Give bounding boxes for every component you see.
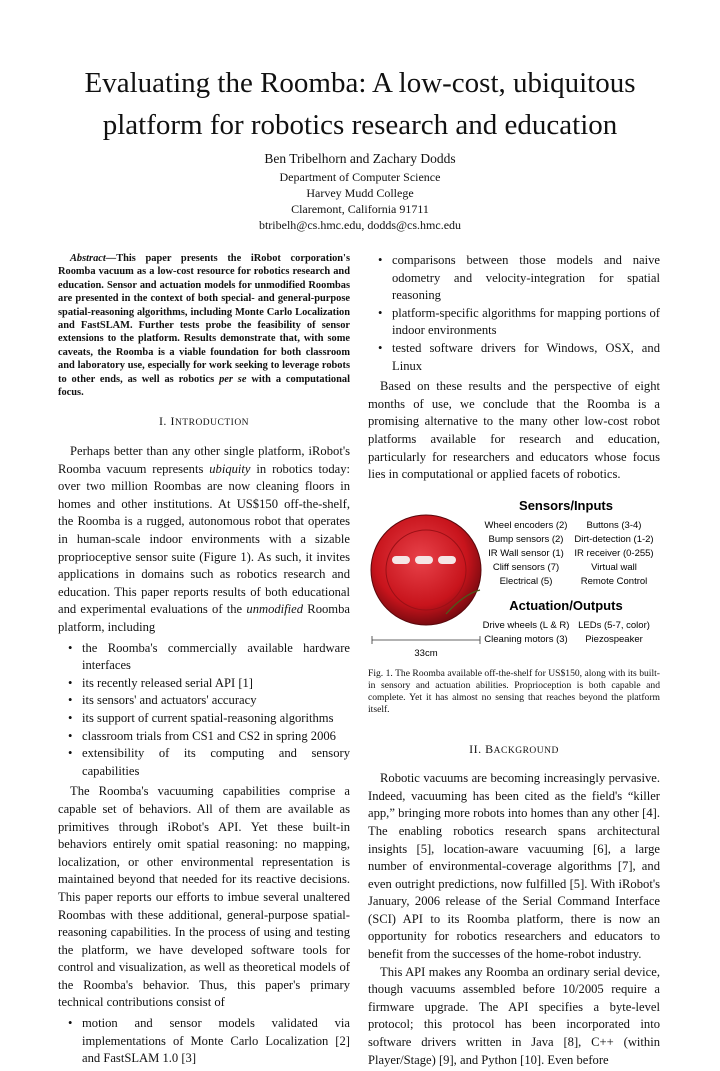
roomba-button bbox=[392, 556, 410, 564]
actuator-label: Drive wheels (L & R) bbox=[482, 619, 570, 631]
intro-paragraph-1 bbox=[58, 443, 350, 637]
section-first-letter: I bbox=[170, 414, 175, 429]
roomba-body bbox=[371, 515, 481, 625]
roomba-figure bbox=[368, 494, 660, 686]
section-title-rest: NTRODUCTION bbox=[174, 418, 250, 429]
sensor-label: Bump sensors (2) bbox=[488, 533, 564, 545]
roomba-button bbox=[415, 556, 433, 564]
author-emails: btribelh@cs.hmc.edu, dodds@cs.hmc.edu bbox=[258, 218, 462, 232]
abstract-lead: Abstract— bbox=[70, 253, 117, 264]
sensor-label: Virtual wall bbox=[591, 561, 637, 573]
list-item: • tested software drivers for Windows, OSX, and Linux bbox=[368, 340, 660, 375]
section-first-letter: B bbox=[485, 741, 494, 756]
figure-caption: Fig. 1. The Roomba available off-the-shelf for US$150, along with its built-in sensory and actuation abilities. Proprioception is both capable and complete. Yet it has almost no sensing that reaches beyond the platform itself. bbox=[368, 667, 660, 716]
abstract bbox=[58, 252, 350, 399]
text-run: in robotics today: over two million Roombas are now cleaning floors in homes and other institutions. At US$150 off-the-shelf, the Roomba is a rugged, autonomous robot that operates in human-scale indoor environments with a sizable proprioceptive sensor suite (Figure 1). As such, it invites applications in domains such as robotics research and education. This paper reports results of both educational and experimental evaluations of the bbox=[58, 461, 350, 617]
list-item: • motion and sensor models validated via implementations of Monte Carlo Localization [2] and FastSLAM 1.0 [3] bbox=[58, 1015, 350, 1068]
paper-title: Evaluating the Roomba: A low-cost, ubiquitous platform for robotics research and education bbox=[84, 67, 636, 141]
abstract-emphasis: per se bbox=[219, 373, 247, 385]
list-item: • comparisons between those models and naive odometry and velocity-integration for spatial reasoning bbox=[368, 252, 660, 305]
list-item: • its support of current spatial-reasoning algorithms bbox=[58, 710, 350, 728]
emphasis: ubiquity bbox=[209, 461, 251, 476]
intro-paragraph-3: Based on these results and the perspective of eight months of use, we conclude that the Roomba is a promising alternative to the many other low-cost robot platforms available for research and education, particularly for researchers and educators whose focus lies in computational or applied facets of robotics. bbox=[368, 379, 660, 482]
sensor-label: Wheel encoders (2) bbox=[484, 519, 568, 531]
section-title-rest: ACKGROUND bbox=[493, 745, 559, 756]
list-item: • extensibility of its computing and sensory capabilities bbox=[58, 745, 350, 780]
actuator-label: Cleaning motors (3) bbox=[484, 633, 568, 645]
background-paragraph-1: Robotic vacuums are becoming increasingly pervasive. Indeed, vacuuming has been cited as the field's “killer app,” bringing more robots into homes than any other [4]. The enabling robotics research spans architectural insights [5], location-aware vacuuming [6], a large number of environmental-coverage algorithms [7], and even outright predictions, now fulfilled [5]. With iRobot's January, 2006 release of the Serial Command Interface (SCI) API to its Roomba platform, there is now an opportunity for robotics researchers and educators to benefit from the successes of the home-robot industry. bbox=[368, 771, 660, 962]
emphasis: unmodified bbox=[246, 602, 304, 617]
list-item: • classroom trials from CS1 and CS2 in spring 2006 bbox=[58, 728, 350, 746]
sensor-label: IR Wall sensor (1) bbox=[488, 547, 564, 559]
actuation-heading: Actuation/Outputs bbox=[509, 597, 623, 613]
affiliation-line: Claremont, California 91711 bbox=[291, 202, 429, 216]
left-column bbox=[58, 252, 350, 1071]
affiliation-line: Harvey Mudd College bbox=[306, 186, 414, 200]
figure-1 bbox=[368, 494, 660, 686]
background-paragraph-2: This API makes any Roomba an ordinary serial device, though vacuums assembled before 10/2005 require a firmware upgrade. The API specifies a byte-level protocol; this protocol has been incorporated into software drivers written in Java [8], C++ (within Player/Stage) [9], and Python [10]. Even before bbox=[368, 964, 660, 1067]
section-heading-introduction bbox=[58, 413, 350, 433]
roomba-button bbox=[438, 556, 456, 564]
abstract-text: This paper presents the iRobot corporation's Roomba vacuum as a low-cost resource for robotics research and education. Sensor and actuation models for unmodified Roombas are presented in the context of both special- and general-purpose spatial-reasoning algorithms, including Monte Carlo Localization and FastSLAM. Further tests probe the feasibility of sensor extensions to the platform. Results demonstrate that, with some caveats, the Roomba is a viable foundation for both classroom and laboratory use, especially for work seeking to leverage robots to other ends, as well as robotics bbox=[58, 253, 350, 385]
section-number: I. bbox=[158, 414, 171, 429]
affiliation-line: Department of Computer Science bbox=[279, 170, 441, 184]
sensor-label: Electrical (5) bbox=[499, 575, 553, 587]
sensor-label: Buttons (3-4) bbox=[586, 519, 642, 531]
list-item: • the Roomba's commercially available hardware interfaces bbox=[58, 640, 350, 675]
contributions-list-cont bbox=[368, 252, 660, 375]
evaluation-list bbox=[58, 640, 350, 781]
sensors-heading: Sensors/Inputs bbox=[519, 497, 613, 513]
sensor-label: Remote Control bbox=[580, 575, 648, 587]
text-run: Roomba platform, including bbox=[58, 602, 350, 634]
intro-paragraph-2: The Roomba's vacuuming capabilities comprise a capable set of behaviors. All of them are available as primitives through iRobot's API. Yet these built-in behaviors entirely omit spatial reasoning: no mapping, localization, or other environmental representation is maintained beyond that needed for its reactive decisions. This paper reports our efforts to imbue several unaltered Roombas with these additional, general-purpose spatial-reasoning capabilities. In the process of using and testing the platform, we have developed software tools for control and visualization, as well as theoretical models of the Roomba's behavior. Thus, this paper's primary technical contributions consist of bbox=[58, 784, 350, 1010]
list-item: • its sensors' and actuators' accuracy bbox=[58, 692, 350, 710]
right-column bbox=[368, 252, 660, 1069]
text-run: Perhaps better than any other single platform, iRobot's Roomba vacuum represents bbox=[58, 444, 350, 476]
section-number: II. bbox=[469, 741, 486, 756]
sensor-label: Dirt-detection (1-2) bbox=[574, 533, 654, 545]
author-block bbox=[100, 149, 620, 233]
list-item: • platform-specific algorithms for mapping portions of indoor environments bbox=[368, 305, 660, 340]
sensor-label: Cliff sensors (7) bbox=[492, 561, 560, 573]
abstract-text-end: with a computational focus. bbox=[58, 373, 350, 399]
sensor-label: IR receiver (0-255) bbox=[574, 547, 654, 559]
contributions-list-start bbox=[58, 1015, 350, 1068]
section-heading-background bbox=[368, 741, 660, 761]
author-names: Ben Tribelhorn and Zachary Dodds bbox=[264, 151, 456, 166]
list-item: • its recently released serial API [1] bbox=[58, 675, 350, 693]
actuator-label: Piezospeaker bbox=[585, 633, 643, 645]
actuator-label: LEDs (5-7, color) bbox=[578, 619, 650, 631]
scale-label: 33cm bbox=[414, 647, 438, 659]
